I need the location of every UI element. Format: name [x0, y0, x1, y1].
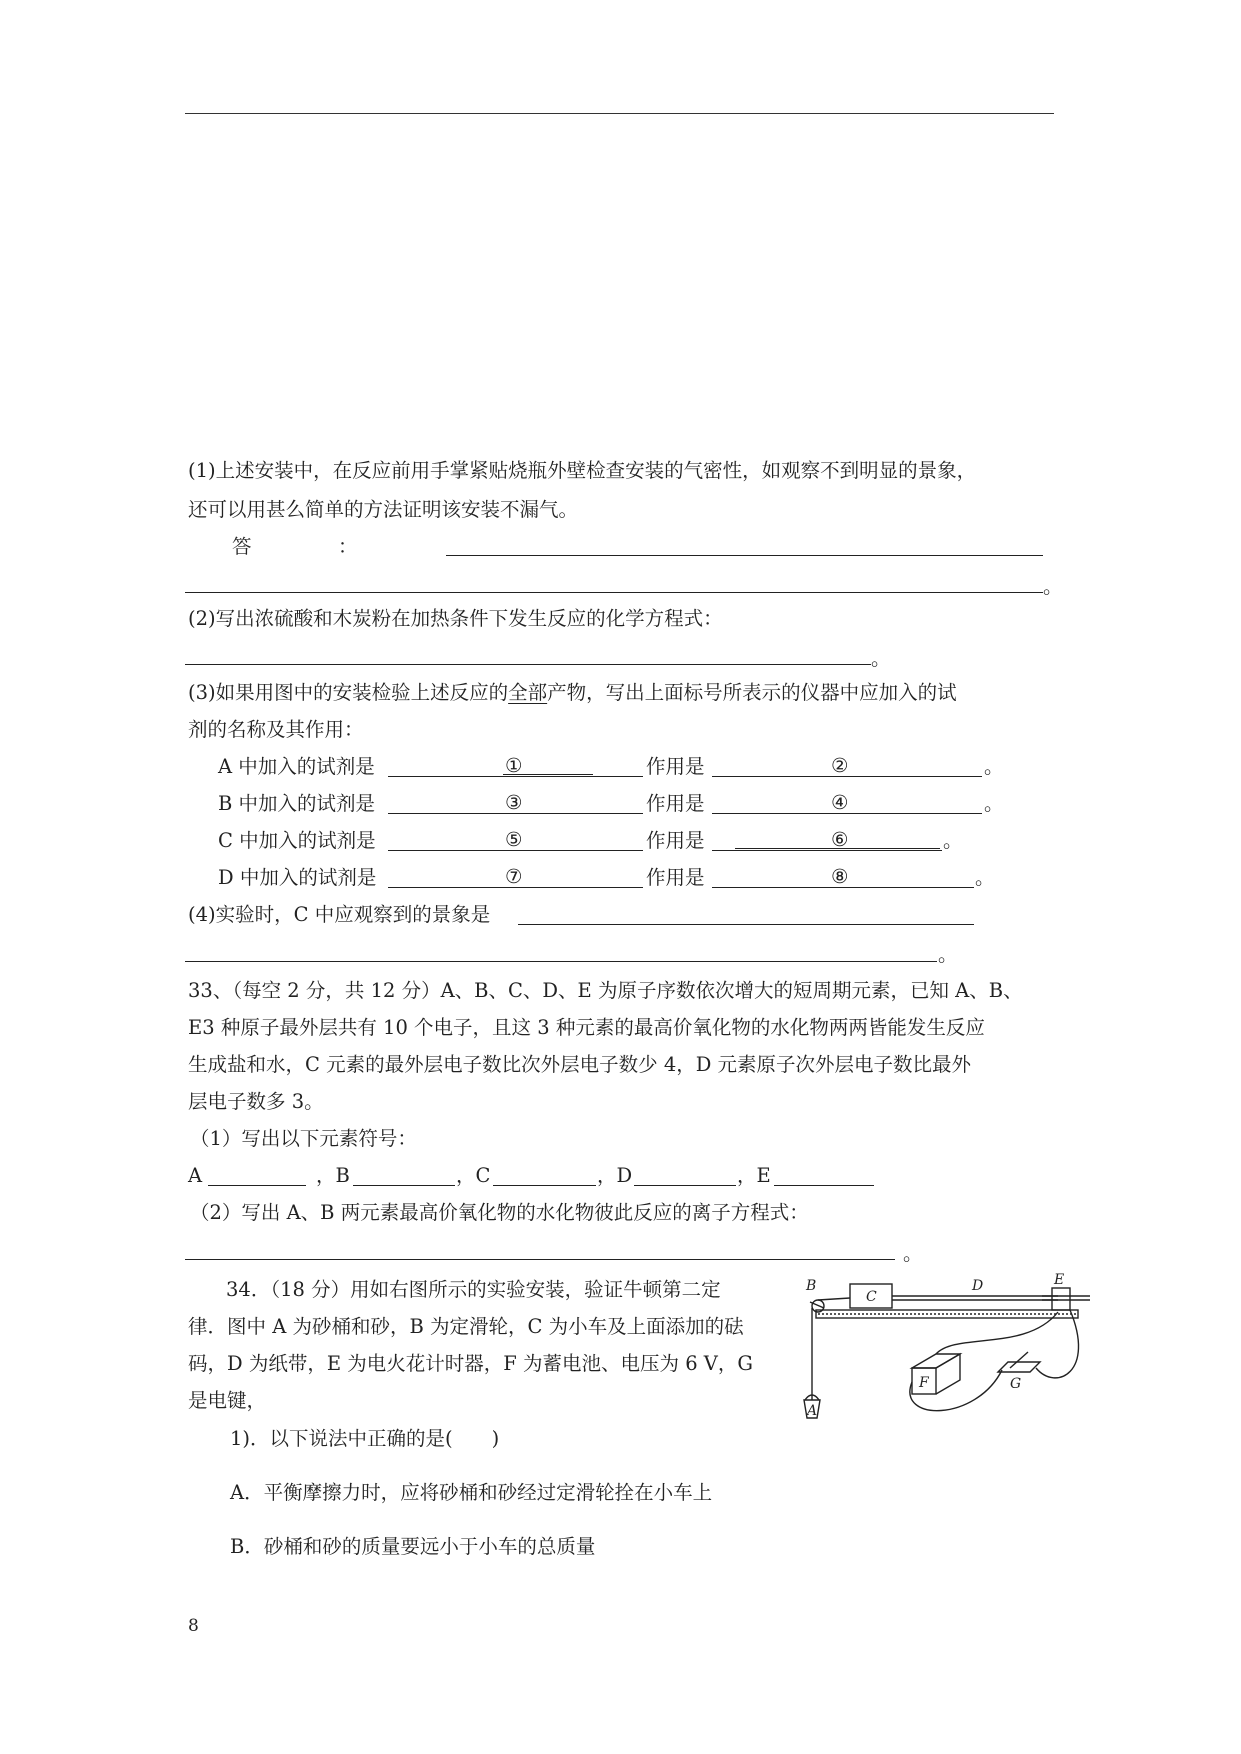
- symbol-c-blank[interactable]: [493, 1185, 596, 1186]
- period: 。: [938, 943, 958, 966]
- figure-label-d: D: [972, 1278, 984, 1294]
- row-a-mid: 作用是: [646, 755, 705, 778]
- figure-label-b: B: [806, 1278, 817, 1294]
- period: 。: [871, 647, 891, 670]
- q2-line1: (2)写出浓硫酸和木炭粉在加热条件下发生反应的化学方程式：: [188, 607, 723, 630]
- q3-line1: [188, 680, 957, 706]
- row-c-num2: ⑥: [831, 828, 849, 851]
- symbol-b: ，B: [316, 1164, 350, 1187]
- figure-label-f: F: [919, 1375, 929, 1391]
- row-d-num1: ⑦: [505, 865, 523, 888]
- row-b-num2: ④: [831, 791, 849, 814]
- q1-line2: 还可以用甚么简单的方法证明该安装不漏气。: [188, 498, 579, 521]
- q33-line4: 层电子数多 3。: [188, 1090, 324, 1113]
- row-b-mid: 作用是: [646, 792, 705, 815]
- battery-f: [912, 1354, 960, 1368]
- symbol-a-blank[interactable]: [208, 1185, 306, 1186]
- symbol-a: A: [188, 1164, 203, 1187]
- row-d-mid: 作用是: [646, 866, 705, 889]
- row-d-label: D 中加入的试剂是: [218, 866, 377, 889]
- symbol-e-blank[interactable]: [774, 1185, 874, 1186]
- figure-label-a: A: [807, 1403, 818, 1419]
- timer-e: [1052, 1288, 1070, 1310]
- row-b-num1: ③: [505, 791, 523, 814]
- period: 。: [1043, 575, 1063, 598]
- row-a-num1: ①: [505, 754, 523, 777]
- period: 。: [984, 755, 1004, 778]
- row-c-function-blank[interactable]: [712, 850, 942, 851]
- symbol-d-blank[interactable]: [634, 1185, 736, 1186]
- answer-colon: ：: [338, 535, 358, 558]
- figure-label-c: C: [866, 1289, 877, 1305]
- q4-line1: (4)实验时，C 中应观察到的景象是: [188, 903, 491, 926]
- q34-option-b: B．砂桶和砂的质量要远小于小车的总质量: [230, 1535, 596, 1558]
- period: 。: [984, 792, 1004, 815]
- q33-sub2: （2）写出 A、B 两元素最高价氧化物的水化物彼此反应的离子方程式：: [190, 1201, 809, 1224]
- q34-line1: 34．（18 分）用如右图所示的实验安装，验证牛顿第二定: [226, 1278, 721, 1301]
- q34-line3: 码，D 为纸带，E 为电火花计时器，F 为蓄电池、电压为 6 V，G: [188, 1352, 753, 1375]
- row-a-num2: ②: [831, 754, 849, 777]
- page-number: 8: [188, 1616, 199, 1636]
- q3-line2: 剂的名称及其作用：: [188, 718, 364, 741]
- period: 。: [975, 866, 995, 889]
- header-rule: [185, 113, 1054, 114]
- q3-line1-post: 产物，写出上面标号所表示的仪器中应加入的试: [547, 681, 957, 704]
- switch-g: [998, 1362, 1040, 1372]
- q33-sub1: （1）写出以下元素符号：: [190, 1127, 417, 1150]
- q4-blank-1[interactable]: [518, 924, 974, 925]
- figure-label-g: G: [1010, 1376, 1022, 1392]
- q34-option-a: A．平衡摩擦力时，应将砂桶和砂经过定滑轮拴在小车上: [230, 1481, 713, 1504]
- q1-line1: (1)上述安装中，在反应前用手掌紧贴烧瓶外壁检查安装的气密性，如观察不到明显的景象，: [188, 459, 977, 482]
- q33-sub2-blank[interactable]: [185, 1259, 895, 1260]
- figure-label-e: E: [1054, 1272, 1065, 1288]
- experiment-apparatus-figure: [796, 1272, 1092, 1432]
- period: 。: [903, 1242, 923, 1265]
- symbol-d: ，D: [597, 1164, 633, 1187]
- symbol-b-blank[interactable]: [353, 1185, 455, 1186]
- q3-line1-pre: (3)如果用图中的安装检验上述反应的: [188, 681, 509, 704]
- row-c-num1: ⑤: [505, 828, 523, 851]
- q33-line2: E3 种原子最外层共有 10 个电子，且这 3 种元素的最高价氧化物的水化物两两皆能发生反应: [188, 1016, 985, 1039]
- answer-blank-1[interactable]: [446, 555, 1043, 556]
- answer-blank-2[interactable]: [185, 592, 1043, 593]
- q33-line3: 生成盐和水，C 元素的最外层电子数比次外层电子数少 4，D 元素原子次外层电子数比最外: [188, 1053, 972, 1076]
- q34-line2: 律．图中 A 为砂桶和砂，B 为定滑轮，C 为小车及上面添加的砝: [188, 1315, 744, 1338]
- q3-line1-underlined: 全部: [508, 681, 548, 704]
- q34-line4: 是电键，: [188, 1389, 267, 1412]
- q4-blank-2[interactable]: [185, 961, 937, 962]
- answer-label: 答: [232, 535, 252, 558]
- q34-sub1: 1)．以下说法中正确的是( ): [230, 1427, 500, 1450]
- q2-blank[interactable]: [185, 664, 871, 665]
- row-a-label: A 中加入的试剂是: [218, 755, 375, 778]
- row-d-num2: ⑧: [831, 865, 849, 888]
- q33-line1: 33、（每空 2 分，共 12 分）A、B、C、D、E 为原子序数依次增大的短周期元素，已知 A、B、: [188, 979, 1023, 1002]
- period: 。: [943, 829, 963, 852]
- symbol-c: ，C: [456, 1164, 491, 1187]
- row-c-label: C 中加入的试剂是: [218, 829, 376, 852]
- symbol-e: ，E: [737, 1164, 771, 1187]
- row-c-mid: 作用是: [646, 829, 705, 852]
- row-b-label: B 中加入的试剂是: [218, 792, 376, 815]
